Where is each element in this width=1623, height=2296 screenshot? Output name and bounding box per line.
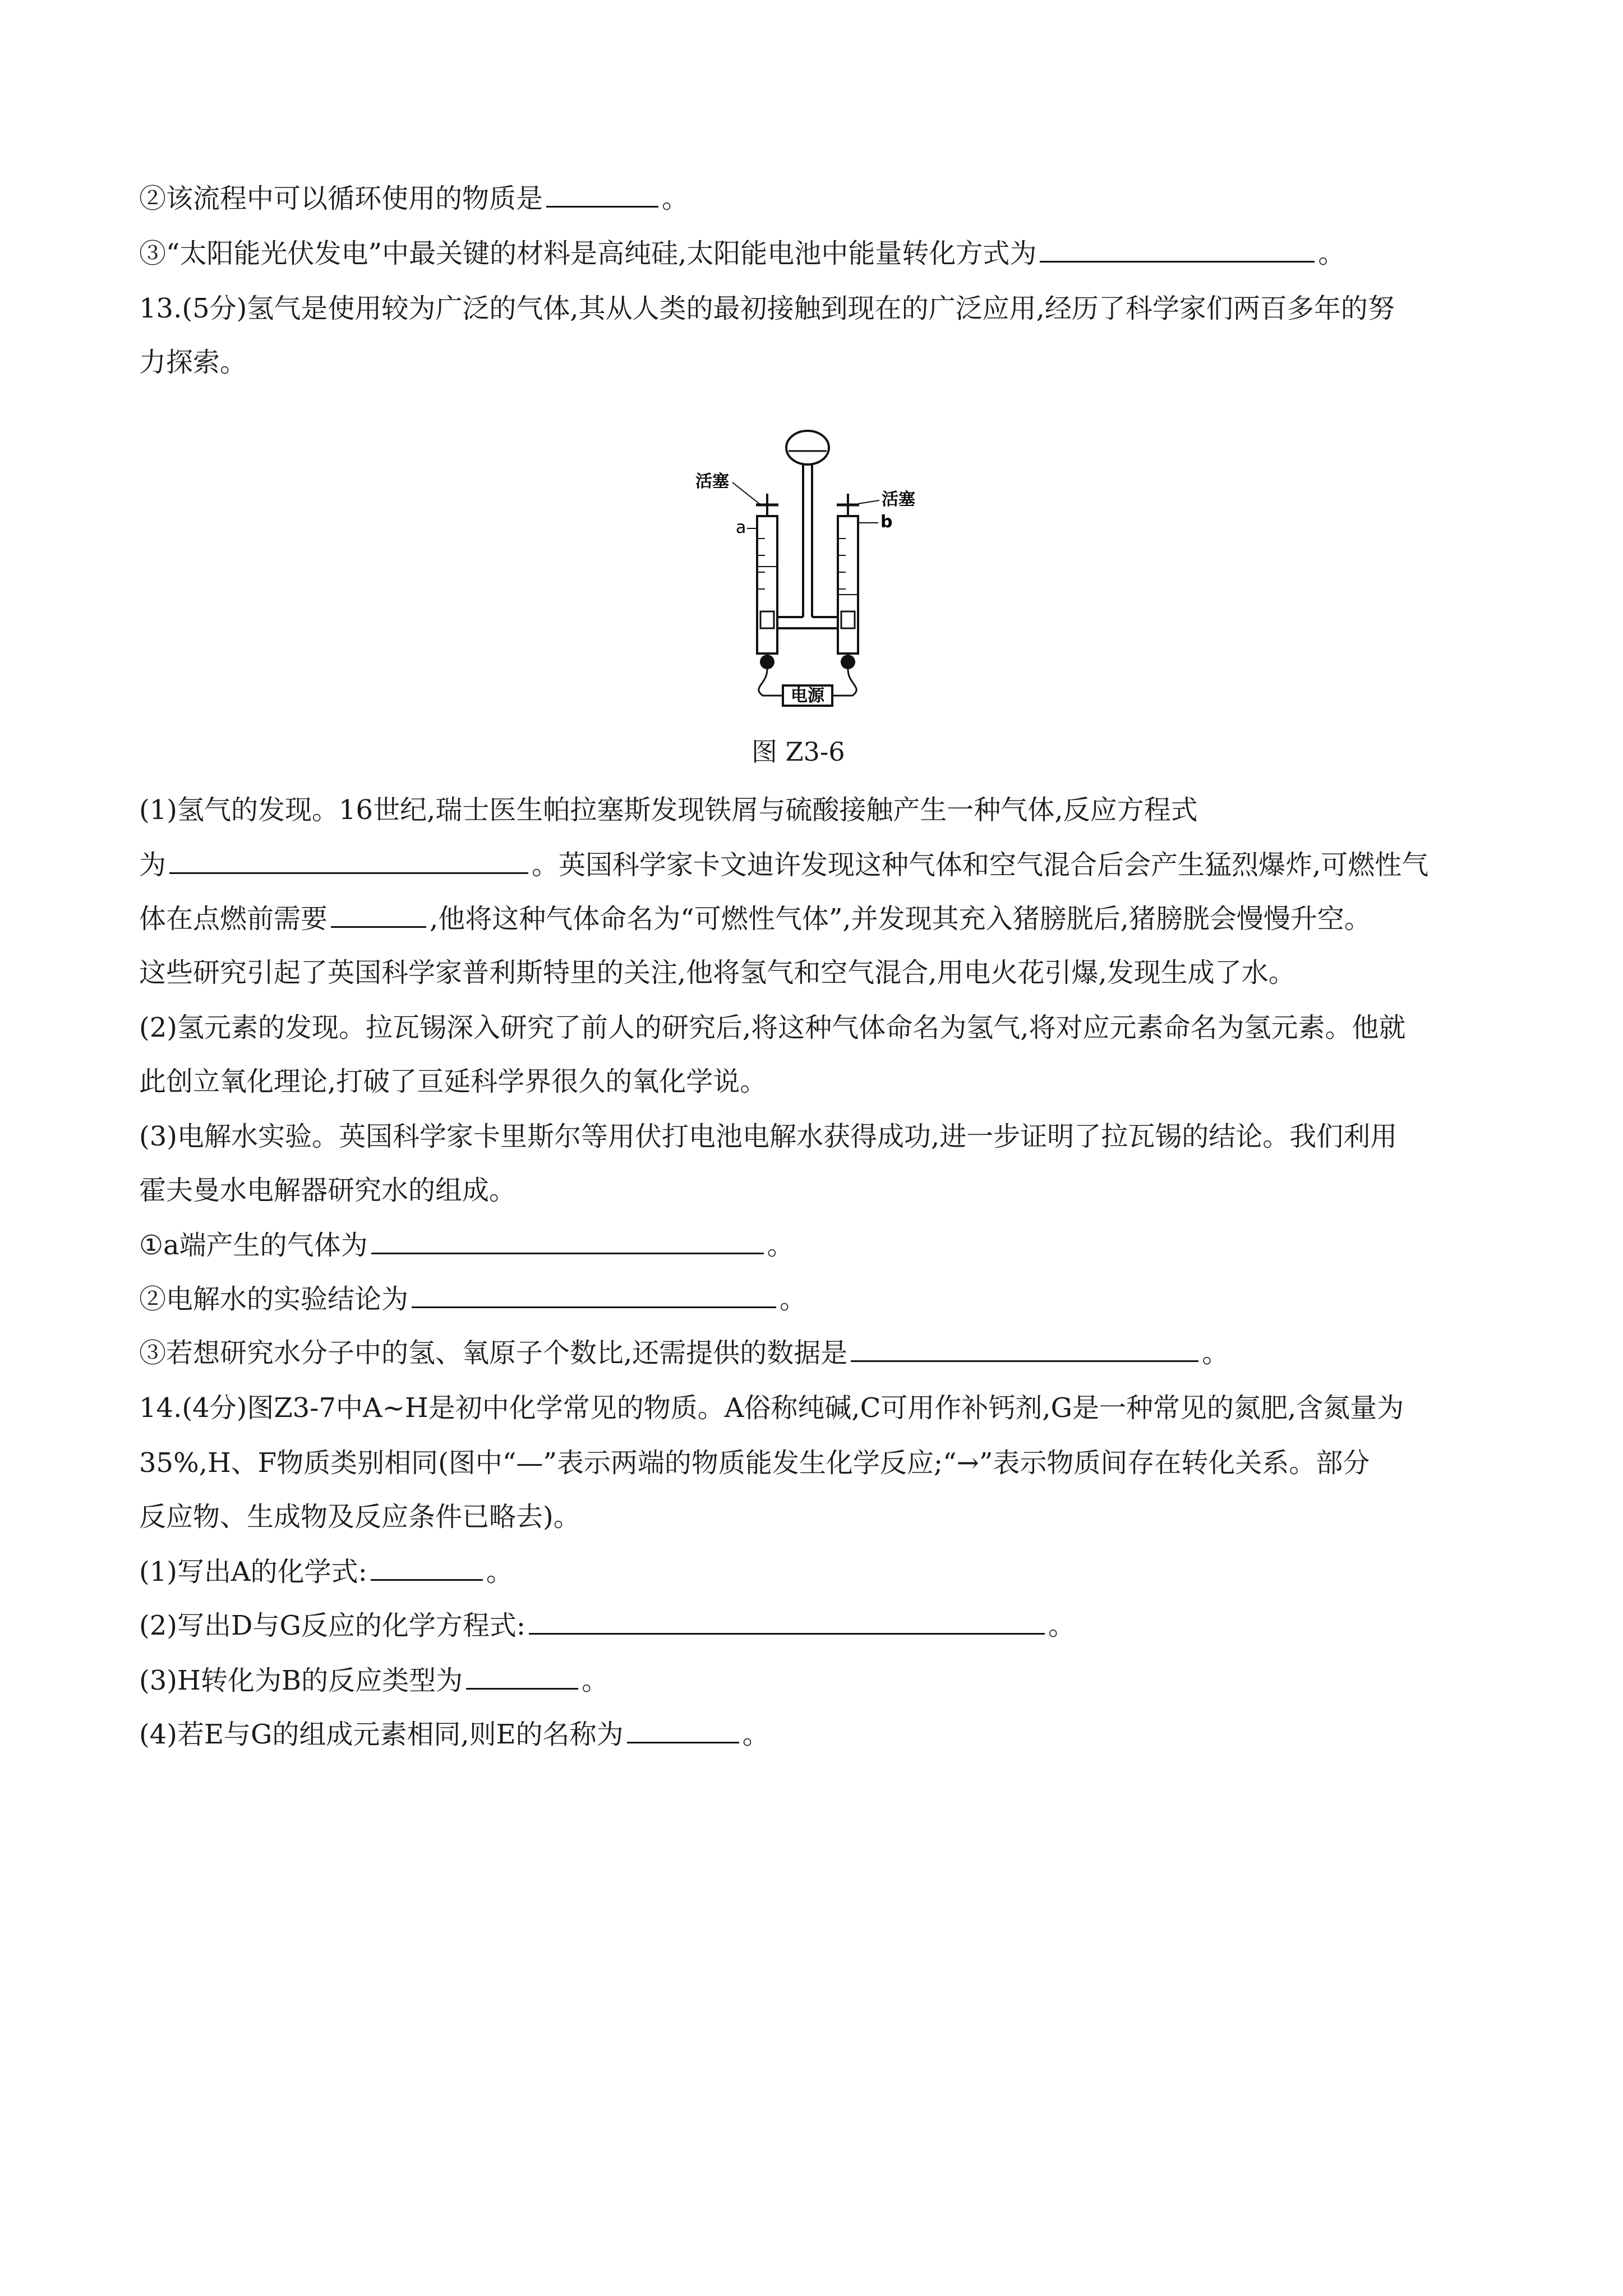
q13-stem-cont	[139, 344, 1511, 380]
answer-blank[interactable]	[371, 1228, 764, 1254]
text: 。	[582, 1665, 609, 1696]
q13-sub1	[139, 1227, 1511, 1263]
text: 14.(4分)图Z3-7中A~H是初中化学常见的物质。A俗称纯碱,C可用作补钙剂,G是一种常见的氮肥,含氮量为	[139, 1392, 1404, 1424]
text: (1)氢气的发现。16世纪,瑞士医生帕拉塞斯发现铁屑与硫酸接触产生一种气体,反应方程式	[139, 794, 1198, 826]
answer-blank[interactable]	[371, 1554, 483, 1581]
q13-part3-cont	[139, 1172, 1511, 1208]
left-valve-label: 活塞	[695, 472, 729, 491]
answer-blank[interactable]	[529, 1608, 1045, 1635]
answer-blank[interactable]	[851, 1336, 1198, 1362]
text: 为	[139, 849, 167, 881]
text: (3)H转化为B的反应类型为	[139, 1665, 463, 1696]
text: 这些研究引起了英国科学家普利斯特里的关注,他将氢气和空气混合,用电火花引爆,发现生成了水。	[139, 957, 1295, 988]
text: ③“太阳能光伏发电”中最关键的材料是高纯硅,太阳能电池中能量转化方式为	[139, 238, 1037, 269]
q12-line-2	[139, 181, 1511, 217]
text: ③若想研究水分子中的氢、氧原子个数比,还需提供的数据是	[139, 1337, 848, 1369]
q13-stem	[139, 291, 1511, 326]
text: 反应物、生成物及反应条件已略去)。	[139, 1501, 580, 1533]
text: (1)写出A的化学式:	[139, 1556, 367, 1588]
label-b: b	[880, 512, 893, 532]
q13-part1-cont	[139, 847, 1511, 883]
text: 。	[662, 183, 689, 214]
text: 35%,H、F物质类别相同(图中“—”表示两端的物质能发生化学反应;“→”表示物质间存在转化关系。部分	[139, 1447, 1370, 1479]
q14-sub1	[139, 1554, 1511, 1590]
text: 体在点燃前需要	[139, 903, 328, 935]
hofmann-voltameter-diagram	[695, 426, 942, 707]
text: ②该流程中可以循环使用的物质是	[139, 183, 543, 214]
answer-blank[interactable]	[412, 1282, 776, 1308]
text: 。	[780, 1283, 807, 1315]
q14-stem-cont	[139, 1445, 1511, 1481]
right-valve-label: 活塞	[882, 490, 915, 509]
q13-part2-cont	[139, 1064, 1511, 1099]
q13-part1-cont3	[139, 955, 1511, 991]
answer-blank[interactable]	[1040, 236, 1315, 263]
text: 。	[1048, 1610, 1076, 1641]
text: 。英国科学家卡文迪许发现这种气体和空气混合后会产生猛烈爆炸,可燃性气	[532, 849, 1429, 881]
q13-part2	[139, 1010, 1511, 1046]
answer-blank[interactable]	[627, 1717, 739, 1743]
q13-part3	[139, 1119, 1511, 1154]
label-a: a	[736, 518, 746, 537]
q14-stem-cont2	[139, 1499, 1511, 1535]
text: (4)若E与G的组成元素相同,则E的名称为	[139, 1719, 624, 1750]
text: 。	[486, 1556, 513, 1588]
text: 13.(5分)氢气是使用较为广泛的气体,其从人类的最初接触到现在的广泛应用,经历了科学家们两百多年的努	[139, 293, 1395, 324]
q14-sub3	[139, 1663, 1511, 1699]
text: 霍夫曼水电解器研究水的组成。	[139, 1175, 517, 1206]
power-supply-label: 电源	[791, 686, 824, 706]
answer-blank[interactable]	[466, 1663, 578, 1690]
q12-line-3	[139, 236, 1511, 272]
text: ①a端产生的气体为	[139, 1230, 368, 1261]
text: 。	[1318, 238, 1345, 269]
q14-sub4	[139, 1717, 1511, 1752]
text: (2)氢元素的发现。拉瓦锡深入研究了前人的研究后,将这种气体命名为氢气,将对应元素命名为氢元素。他就	[139, 1012, 1406, 1043]
text: 此创立氧化理论,打破了亘延科学界很久的氧化学说。	[139, 1066, 767, 1097]
q13-sub2	[139, 1281, 1511, 1317]
text: ,他将这种气体命名为“可燃性气体”,并发现其充入猪膀胱后,猪膀胱会慢慢升空。	[430, 903, 1371, 935]
q13-sub3	[139, 1335, 1511, 1371]
answer-blank[interactable]	[546, 181, 658, 208]
q14-sub2	[139, 1608, 1511, 1644]
figure-caption: 图 Z3-6	[751, 737, 845, 767]
q13-part1-cont2	[139, 901, 1511, 937]
text: 。	[767, 1230, 794, 1261]
text: (3)电解水实验。英国科学家卡里斯尔等用伏打电池电解水获得成功,进一步证明了拉瓦锡的结论。我们利用	[139, 1121, 1398, 1152]
answer-blank[interactable]	[331, 901, 426, 928]
text: ②电解水的实验结论为	[139, 1283, 409, 1315]
q14-stem	[139, 1390, 1511, 1426]
q13-part1	[139, 792, 1511, 828]
text: (2)写出D与G反应的化学方程式:	[139, 1610, 525, 1641]
text: 。	[1202, 1337, 1229, 1369]
text: 。	[742, 1719, 769, 1750]
text: 力探索。	[139, 347, 247, 378]
answer-blank[interactable]	[169, 848, 528, 874]
